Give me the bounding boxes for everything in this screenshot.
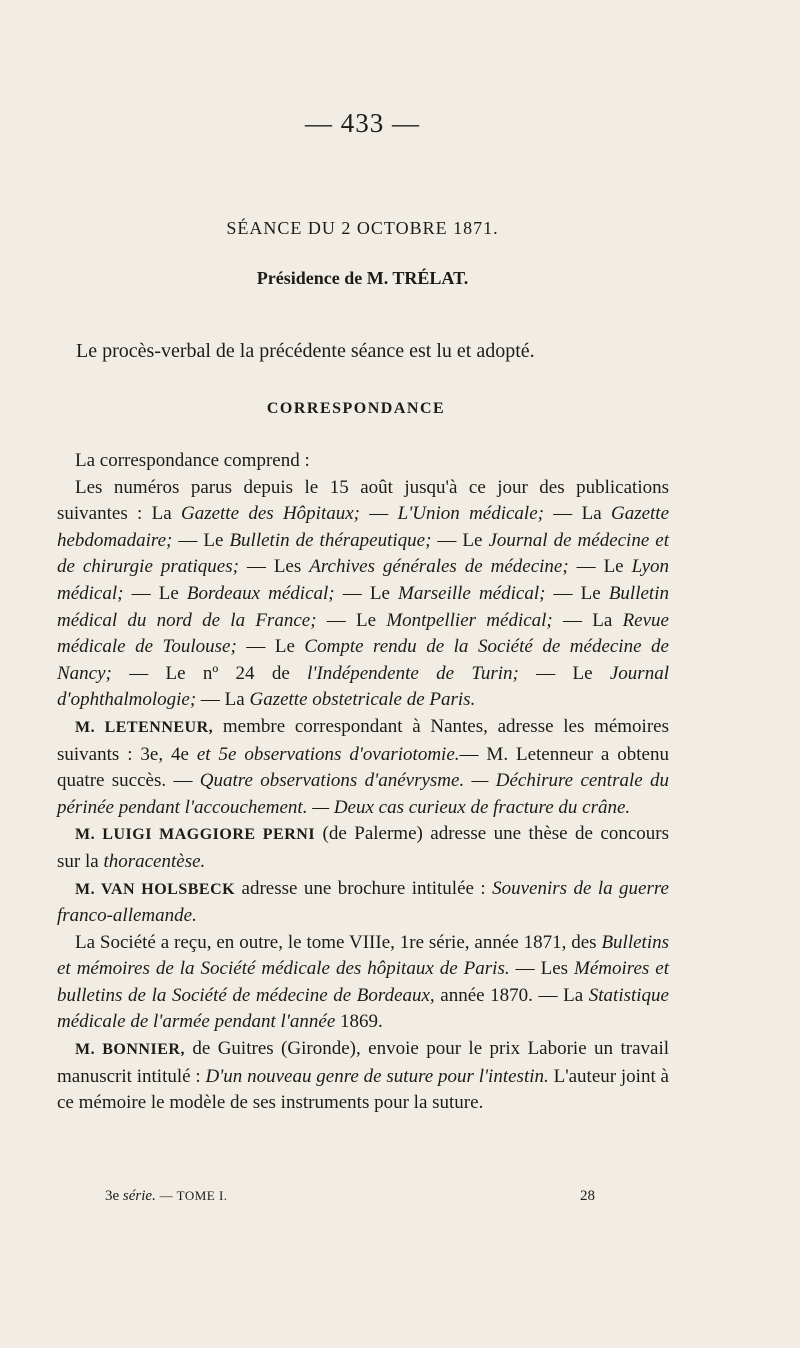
paragraph-maggiore-perni: M. LUIGI MAGGIORE PERNI (de Palerme) adresse une thèse de concours sur la thoracentèse. <box>57 823 670 872</box>
paragraph-van-holsbeck: M. VAN HOLSBECK adresse une brochure intitulée : Souvenirs de la guerre franco-allemande. <box>57 877 669 927</box>
signature-number: 28 <box>580 1188 595 1204</box>
paragraph-publications: Les numéros parus depuis le 15 août jusqu'à ce jour des publications suivantes : La Gazette des Hôpitaux; — L'Union médicale; — La Gazette hebdomadaire; — Le Bulletin de thérapeutique; — Le Journal de médecine et de chirurgie pratiques; — Les Archives générales de médecine; — Le Lyon médical; — Le Bordeaux médical; — Le Marseille médical; — Le Bulletin médical du nord de la France; — Le Montpellier médical; — La Revue médicale de Toulouse; — Le Compte rendu de la Société de médecine de Nancy; — Le nº 24 de l'Indépendente de Turin; — Le Journal d'ophthalmologie; — La Gazette obstetricale de Paris. <box>57 476 670 711</box>
paragraph-bonnier: M. BONNIER, de Guitres (Gironde), envoie pour le prix Laborie un travail manuscrit intitulé : D'un nouveau genre de suture pour l'intestin. L'auteur joint à ce mémoire le modèle de ses instruments pour la suture. <box>57 1038 670 1114</box>
body-text <box>57 448 669 1117</box>
page-number: — 433 — <box>305 108 420 138</box>
proces-verbal-line: Le procès-verbal de la précédente séance est lu et adopté. <box>76 340 535 362</box>
series-tome-line: 3e série. — TOME I. <box>105 1188 228 1204</box>
paragraph-letenneur: M. LETENNEUR, membre correspondant à Nantes, adresse les mémoires suivants : 3e, 4e et 5e observations d'ovariotomie.— M. Letenneur a obtenu quatre succès. — Quatre observations d'anévrysme. — Déchirure centrale du périnée pendant l'accouchement. — Deux cas curieux de fracture du crâne. <box>57 715 670 818</box>
page-footer <box>105 1188 595 1205</box>
correspondance-heading: CORRESPONDANCE <box>266 400 446 417</box>
presidence-line: Présidence de M. TRÉLAT. <box>256 268 469 288</box>
paragraph-correspondance-intro: La correspondance comprend : <box>75 450 310 471</box>
seance-title: SÉANCE DU 2 OCTOBRE 1871. <box>226 218 499 238</box>
paragraph-societe-recu: La Société a reçu, en outre, le tome VIIIe, 1re série, année 1871, des Bulletins et mémoires de la Société médicale des hôpitaux de Paris. — Les Mémoires et bulletins de la Société de médecine de Bordeaux, année 1870. — La Statistique médicale de l'armée pendant l'année 1869. <box>57 931 669 1033</box>
